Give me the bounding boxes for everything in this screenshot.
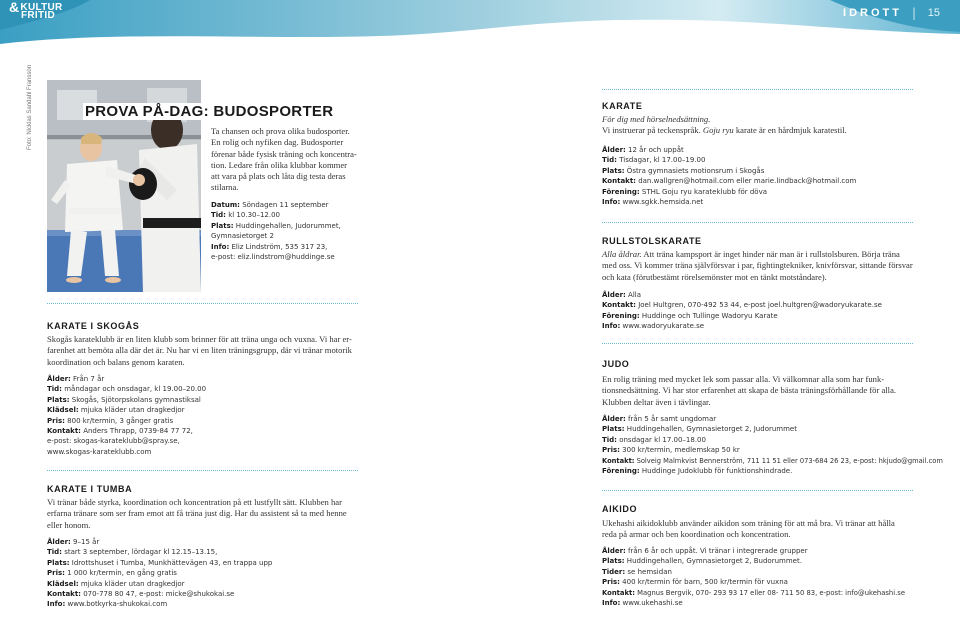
detail-row: Ålder: från 6 år och uppåt. Vi tränar i integrerade grupper <box>602 547 808 555</box>
karate-details <box>602 145 856 207</box>
detail-row: Info: www.sgkk.hemsida.net <box>602 198 704 207</box>
detail-row: Kontakt: 070-778 80 47, e-post: micke@shukokai.se <box>47 590 235 599</box>
rullstol-title: RULLSTOLSKARATE <box>602 236 702 246</box>
detail-row: Kontakt: Joel Hultgren, 070-492 53 44, e-post joel.hultgren@wadoryukarate.se <box>602 301 882 310</box>
karate-title: KARATE <box>602 101 643 111</box>
detail-row: Pris: 400 kr/termin för barn, 500 kr/termin för vuxna <box>602 578 788 587</box>
rullstol-details <box>602 290 882 332</box>
section-divider <box>602 343 913 344</box>
header-band <box>0 0 960 48</box>
photo-credit: Foto: Nicklas Sandahl Fransson <box>27 64 33 150</box>
detail-row: e-post: skogas-karateklubb@spray.se, <box>47 437 180 446</box>
detail-row: Förening: Huddinge Judoklubb för funktionshindrade. <box>602 467 793 476</box>
detail-row: Kontakt: dan.wallgren@hotmail.com eller marie.lindback@hotmail.com <box>602 177 857 186</box>
detail-row: e-post: eliz.lindstrom@huddinge.se <box>211 253 335 262</box>
detail-row: Info: Eliz Lindström, 535 317 23, <box>211 242 328 251</box>
intro-body-line: tion. Ledare från olika klubbar kommer <box>211 159 348 170</box>
tumba-details <box>47 537 272 610</box>
rullstol-body: Alla åldrar. Att träna kampsport är inget hinder när man är i rullstolsburen. Börja träna med oss. Vi kommer träna självförsvar i par, fightingtekniker, knivförsvar, sittande försvar och kata (förutbestämt rörelsemönster mot en tänkt motståndare). <box>602 249 913 282</box>
detail-row: Plats: Skogås, Sjötorpskolans gymnastiksal <box>47 395 201 404</box>
judo-title: JUDO <box>602 359 630 369</box>
skogas-body: Skogås karateklubb är en liten klubb som brinner för att träna unga och vuxna. Vi har er- farenhet att bemöta alla där det är. Nu har vi en liten träningsgrupp, där vi tränar motorik koordination och balans genom karaten. <box>47 334 352 367</box>
karate-body: För dig med hörselnedsättning. Vi instruerar på teckenspråk. Goju ryu karate är en hårdmjuk karatestil. <box>602 114 847 136</box>
section-divider <box>47 470 358 471</box>
detail-row: Tider: se hemsidan <box>602 567 672 576</box>
skogas-details <box>47 374 206 457</box>
intro-body-line: Ta chansen och prova olika budosporter. <box>211 126 350 136</box>
detail-row: Tid: kl 10.30–12.00 <box>211 211 281 220</box>
intro-body-line: att vara på plats och låta dig testa deras <box>211 171 346 182</box>
detail-row: Klädsel: mjuka kläder utan dragkedjor <box>47 579 185 588</box>
detail-row: Plats: Huddingehallen, Gymnasietorget 2, Judorummet <box>602 425 797 434</box>
detail-row: Info: www.ukehashi.se <box>602 599 683 608</box>
detail-row: Kontakt: Magnus Bergvik, 070- 293 93 17 eller 08- 711 50 83, e-post: info@ukehashi.se <box>602 588 906 597</box>
detail-row: Förening: Huddinge och Tullinge Wadoryu Karate <box>602 311 778 320</box>
detail-row: Ålder: 9–15 år <box>47 538 100 546</box>
detail-row: Tid: Tisdagar, kl 17.00–19.00 <box>602 156 706 165</box>
detail-row: Plats: Huddingehallen, Gymnasietorget 2, Budorummet. <box>602 557 802 566</box>
intro-body-line: En rolig och nyfiken dag. Budosporter <box>211 137 344 148</box>
detail-row: Plats: Östra gymnasiets motionsrum i Skogås <box>602 166 765 175</box>
detail-row: Plats: Huddingehallen, Judorummet, <box>211 221 341 230</box>
intro-body-line: förenar både fysisk träning och koncentra- <box>211 148 357 159</box>
detail-row: Info: www.botkyrka-shukokai.com <box>47 600 168 609</box>
detail-row: Gymnasietorget 2 <box>211 232 274 241</box>
aikido-details <box>602 546 905 608</box>
detail-row: Ålder: 12 år och uppåt <box>602 146 684 154</box>
section-divider <box>602 222 913 223</box>
tumba-title: KARATE I TUMBA <box>47 484 133 494</box>
detail-row: Datum: Söndagen 11 september <box>211 201 329 209</box>
detail-row: Klädsel: mjuka kläder utan dragkedjor <box>47 406 185 415</box>
detail-row: Kontakt: Solveig Malmkvist Bennerström, 711 11 51 eller 073-684 26 23, e-post: hkjudo@gmail.com <box>602 456 943 465</box>
judo-details <box>602 414 943 476</box>
page-separator: | <box>911 6 916 20</box>
detail-row: Tid: start 3 september, lördagar kl 12.15–13.15, <box>47 548 218 557</box>
detail-row: www.skogas-karateklubb.com <box>47 447 152 456</box>
skogas-title: KARATE I SKOGÅS <box>47 321 140 331</box>
detail-row: Ålder: från 5 år samt ungdomar <box>602 415 717 423</box>
detail-row: Kontakt: Anders Thrapp, 0739-84 77 72, <box>47 427 193 436</box>
detail-row: Info: www.wadoryukarate.se <box>602 322 705 331</box>
aikido-body: Ukehashi aikidoklubb använder aikidon som träning för att må bra. Vi tränar att hålla reda på armar och ben koordination och koncentration. <box>602 518 895 540</box>
detail-row: Tid: måndagar och onsdagar, kl 19.00–20.00 <box>47 385 207 394</box>
intro-body <box>211 126 361 194</box>
detail-row: Plats: Idrottshuset i Tumba, Munkhättevägen 43, en trappa upp <box>47 558 273 567</box>
detail-row: Pris: 1 000 kr/termin, en gång gratis <box>47 569 177 578</box>
detail-row: Pris: 800 kr/termin, 3 gånger gratis <box>47 416 174 425</box>
detail-row: Ålder: Från 7 år <box>47 375 105 383</box>
intro-title: PROVA PÅ-DAG: BUDOSPORTER <box>83 103 337 120</box>
judo-body: En rolig träning med mycket lek som passar alla. Vi välkomnar alla som har funk- tionsnedsättning. Vi har stor erfarenhet att skapa de bästa träningsförhållande för alla. Klubben deltar även i tävlingar. <box>602 374 897 407</box>
intro-body-line: stilarna. <box>211 182 239 193</box>
aikido-title: AIKIDO <box>602 504 638 514</box>
header-wave-shape <box>0 0 960 48</box>
section-divider <box>47 303 358 304</box>
section-divider <box>602 490 913 491</box>
intro-details <box>211 200 341 262</box>
detail-row: Förening: STHL Goju ryu karateklubb för döva <box>602 187 768 196</box>
detail-row: Tid: onsdagar kl 17.00–18.00 <box>602 435 706 444</box>
section-label: IDROTT <box>843 7 902 19</box>
tumba-body: Vi tränar både styrka, koordination och koncentration på ett lustfyllt sätt. Klubben har erfarna tränare som ser fram emot att få träna just dig. Har du assistent så ta med henne eller honom. <box>47 497 347 530</box>
page-number: 15 <box>927 7 940 19</box>
section-divider <box>602 89 913 90</box>
detail-row: Ålder: Alla <box>602 291 642 299</box>
kultur-fritid-logo: &KULTUR FRITID <box>9 0 63 21</box>
detail-row: Pris: 300 kr/termin, medlemskap 50 kr <box>602 446 740 455</box>
